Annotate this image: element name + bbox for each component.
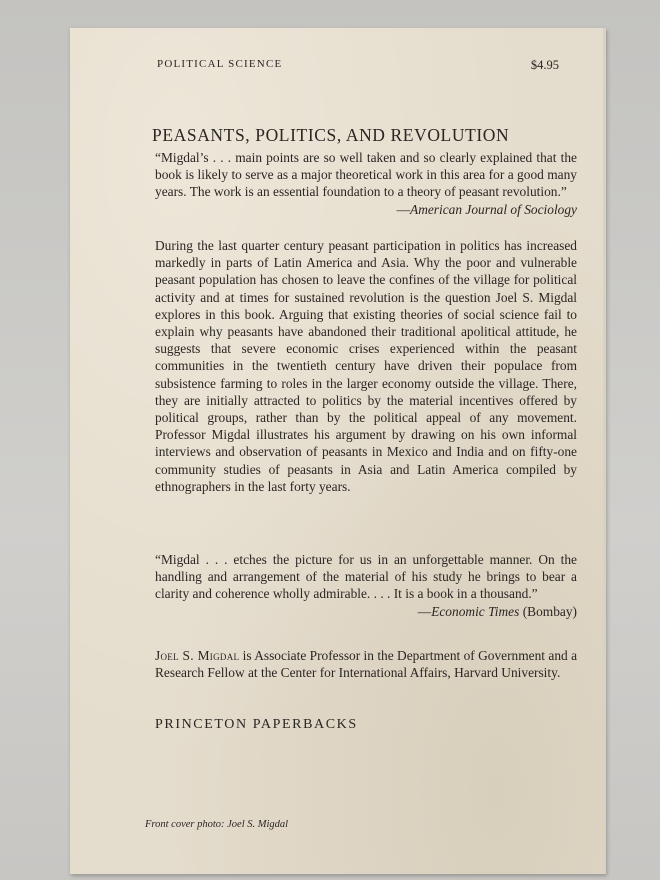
category-label: POLITICAL SCIENCE: [157, 58, 283, 70]
review-quote-1-text: “Migdal’s . . . main points are so well taken and so clearly explained that the book is likely to serve as a major theoretical work in this area for a good many years. The work is an essential foundation to a theory of peasant revolution.”: [155, 150, 577, 200]
author-bio: [155, 647, 577, 681]
review-quote-2-attribution: [155, 603, 577, 620]
attribution-dash: —: [396, 201, 411, 217]
review-quote-2-location: (Bombay): [519, 603, 577, 619]
book-description: During the last quarter century peasant participation in politics has increased markedly in parts of Latin America and Asia. Why the poor and vulnerable peasant population has chosen to leave the confines of the village for political activity and at times for sustained revolution is the question Joel S. Migdal explores in this book. Arguing that existing theories of social science fail to explain why peasants have abandoned their traditional apolitical attitude, he suggests that severe economic crises experienced within the peasant communities in the twentieth century have driven their populace from subsistence farming to roles in the larger economy outside the village. There, they are initially attracted to politics by the material incentives offered by political groups, rather than by the political appeal of any movement. Professor Migdal illustrates his argument by drawing on his own informal interviews and observation of peasants in Mexico and India and on fifty-one community studies of peasants in Asia and Latin America compiled by ethnographers in the last forty years.: [155, 238, 577, 494]
author-bio-text: is Associate Professor in the Department of Government and a Research Fellow at the Center for International Affairs, Harvard University.: [155, 648, 578, 681]
attribution-dash: —: [417, 603, 432, 619]
review-quote-2-source: Economic Times: [431, 603, 520, 619]
author-name: Joel S. Migdal: [155, 648, 240, 663]
price-label: $4.95: [530, 58, 559, 72]
review-quote-2-text: “Migdal . . . etches the picture for us in an unforgettable manner. On the handling and arrangement of the material of his study he brings to bear a clarity and coherence wholly admirable. . . . It is a book in a thousand.”: [155, 552, 577, 602]
review-quote-2: [155, 551, 577, 620]
book-title: PEASANTS, POLITICS, AND REVOLUTION: [152, 125, 510, 145]
review-quote-1-attribution: [155, 201, 577, 218]
review-quote-1: [155, 149, 577, 218]
photo-credit: Front cover photo: Joel S. Migdal: [145, 819, 289, 830]
book-back-cover: [70, 28, 606, 874]
publisher-imprint: PRINCETON PAPERBACKS: [155, 717, 358, 732]
review-quote-1-source: American Journal of Sociology: [410, 201, 577, 217]
